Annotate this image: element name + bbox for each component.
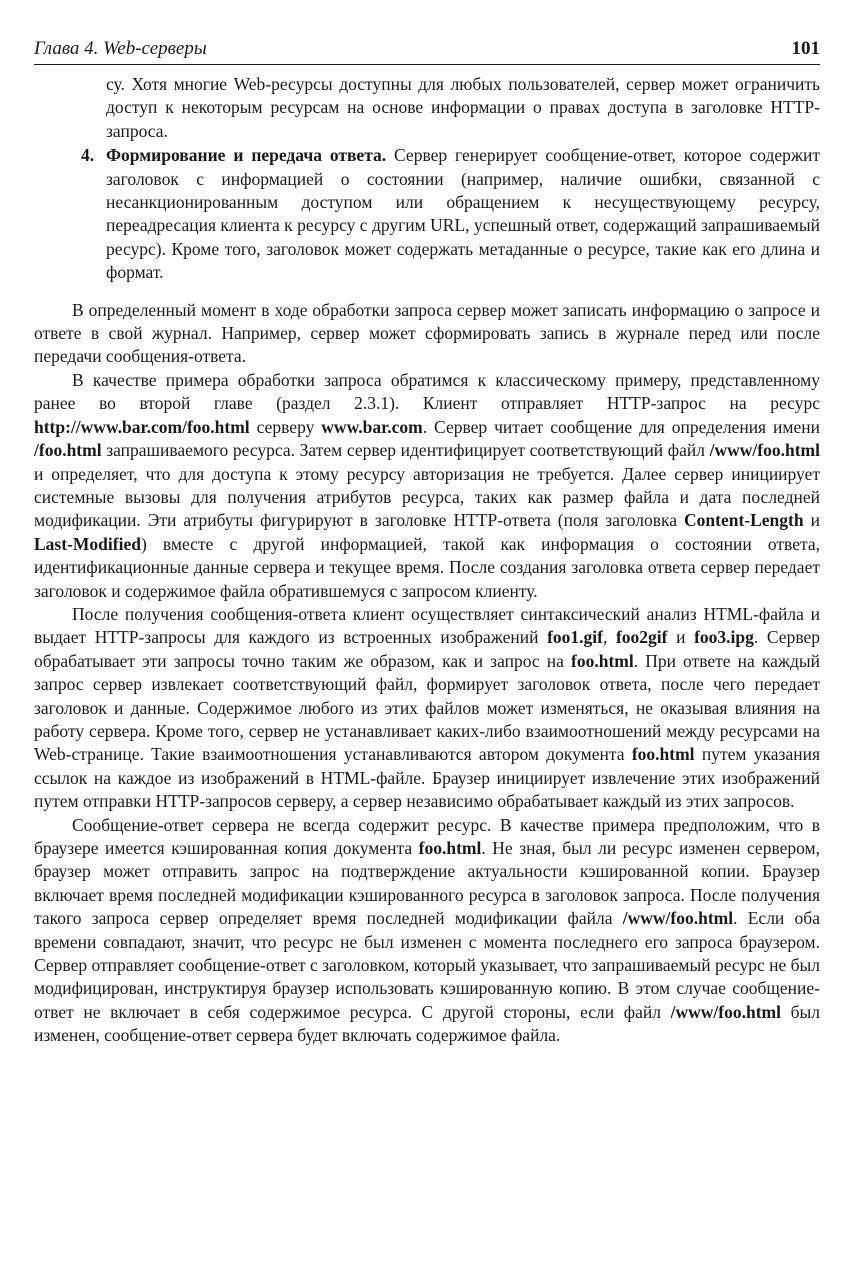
text-run: был изменен, сообщение-ответ сервера будет включать содержимое файла. [34, 1001, 820, 1046]
text-run: . Если оба времени совпадают, значит, что ресурс не был изменен с момента последнего его запроса браузером. Сервер отправляет сообщение-ответ с заголовком, который указывает, что запрашиваемый ресурс не был модифицирован, инструктируя браузер использовать кэшированную копию. В этом случае сообщение-ответ не включает в себя содержимое ресурса. С другой стороны, если файл [34, 908, 820, 1022]
text-run: , [602, 627, 616, 648]
text-run: серверу [249, 416, 322, 437]
book-page [34, 38, 820, 1048]
list-item-number: 4. [81, 145, 95, 166]
text-run: и [803, 510, 820, 531]
text-run: и определяет, что для доступа к этому ресурсу авторизация не требуется. Далее сервер инициирует системные вызовы для получения атрибутов ресурса, таких как размер файла и дата последней модификации. Эти атрибуты фигурируют в заголовке HTTP-ответа (поля заголовка [34, 463, 820, 531]
text-run: В качестве примера обработки запроса обратимся к классическому примеру, представленному ранее во второй главе (раздел 2.3.1). Клиент отправляет HTTP-запрос на ресурс [34, 369, 820, 414]
bold-url: http://www.bar.com/foo.html [34, 416, 250, 437]
bold-file: foo.html [418, 838, 482, 858]
text-run: . Не зная, был ли ресурс изменен сервером, браузер может отправить запрос на подтверждение актуальности кэшированной копии. Браузер включает время последней модификации кэшированного ресурса в заголовок запроса. После получения такого запроса сервер определяет время последней модификации файла [34, 838, 820, 929]
bold-file: /www/foo.html [622, 908, 734, 929]
paragraph-example [34, 369, 820, 603]
paragraph-cache [34, 814, 820, 1048]
bold-file: foo1.gif [547, 627, 603, 648]
paragraph-embedded-images [34, 603, 820, 814]
list-item-term: Формирование и передача ответа. [106, 145, 387, 166]
bold-file: foo.html [631, 744, 695, 765]
page-number: 101 [791, 38, 820, 59]
text-run: и [667, 627, 695, 648]
text-run: запрашиваемого ресурса. Затем сервер идентифицирует соответствующий файл [101, 440, 710, 461]
bold-file: /www/foo.html [709, 440, 820, 461]
paragraph-logging: В определенный момент в ходе обработки запроса сервер может записать информацию о запросе и ответе в свой журнал. Например, сервер может сформировать запись в журнале перед или после передачи сообщения-ответа. [34, 299, 820, 367]
text-run: Сообщение-ответ сервера не всегда содержит ресурс. В качестве примера предположим, что в браузере имеется кэшированная копия документа [34, 814, 820, 858]
text-run: путем указания ссылок на каждое из изображений в HTML-файле. Браузер инициирует извлечение этих изображений путем отправки HTTP-запросов серверу, а сервер независимо обрабатывает каждый из этих запросов. [34, 744, 820, 812]
text-run: После получения сообщения-ответа клиент осуществляет синтаксический анализ HTML-файла и выдает HTTP-запросы для каждого из встроенных изображений [34, 603, 820, 648]
bold-header-field: Content-Length [684, 510, 804, 531]
text-run: . Сервер обрабатывает эти запросы точно таким же образом, как и запрос на [34, 627, 820, 671]
bold-path: /foo.html [34, 440, 102, 461]
bold-file: foo.html [571, 650, 634, 671]
bold-header-field: Last-Modified [34, 533, 141, 554]
text-run: . При ответе на каждый запрос сервер извлекает соответствующий файл, формирует заголовок ответа, после чего передает заголовок и данные. Содержимое любого из этих файлов может изменяться, не оказывая влияния на работу сервера. Кроме того, сервер не устанавливает каких-либо взаимоотношений между ресурсами на Web-странице. Такие взаимоотношения устанавливаются автором документа [34, 650, 820, 765]
chapter-title: Глава 4. Web-серверы [34, 38, 207, 59]
text-run: ) вместе с другой информацией, такой как информация о состоянии ответа, идентификационные данные сервера и текущее время. После создания заголовка ответа сервер передает заголовок и содержимое файла обратившемуся с запросом клиенту. [34, 533, 820, 601]
list-item-4 [34, 144, 820, 284]
page-body [34, 73, 820, 1048]
bold-file: foo2gif [615, 627, 668, 648]
bold-file: foo3.ipg [694, 627, 754, 648]
list-item-text: Сервер генерирует сообщение-ответ, которое содержит заголовок с информацией о состоянии (например, наличие ошибки, связанной с несанкционированным доступом или обращением к несуществующему ресурсу, переадресация клиента к ресурсу с другим URL, успешный ответ, содержащий запрашиваемый ресурс). Кроме того, заголовок может содержать метаданные о ресурсе, такие как его длина и формат. [106, 145, 820, 283]
bold-file: /www/foo.html [670, 1001, 781, 1022]
text-run: . Сервер читает сообщение для определения имени [422, 416, 820, 437]
bold-host: www.bar.com [321, 416, 423, 437]
list-continuation: су. Хотя многие Web-ресурсы доступны для любых пользователей, сервер может ограничить доступ к некоторым ресурсам на основе информации о правах доступа в заголовке HTTP-запроса. [106, 74, 820, 141]
section-gap [34, 285, 820, 299]
running-header [34, 38, 820, 65]
